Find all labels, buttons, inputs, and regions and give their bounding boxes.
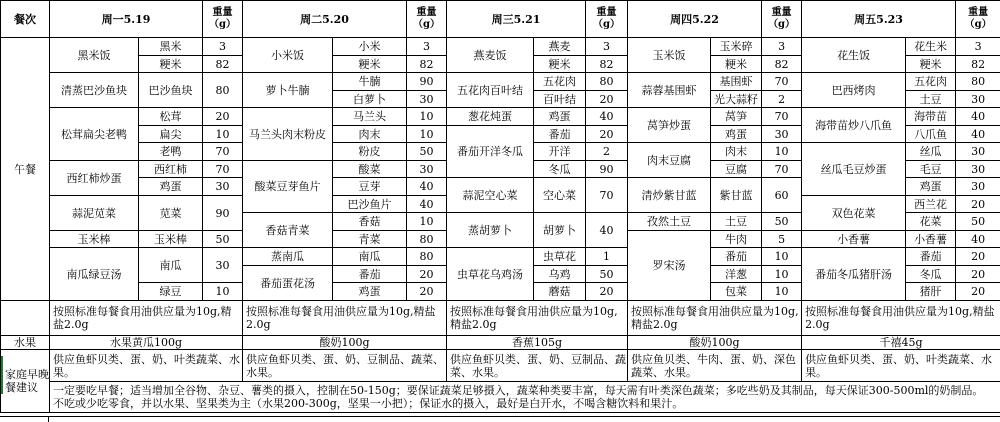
- ingredient-name: 五花肉: [534, 73, 586, 91]
- ingredient-name: 莴笋: [711, 108, 762, 126]
- ingredient-name: 五花肉: [906, 73, 956, 91]
- ingredient-name: 玉米棒: [139, 231, 203, 248]
- weight-header: 重量 （g）: [762, 1, 802, 38]
- ingredient-name: 西兰花: [906, 196, 956, 213]
- dish-name: 番茄冬瓜猪肝汤: [802, 248, 906, 301]
- dish-name: 小米饭: [243, 38, 333, 73]
- ingredient-weight: 50: [956, 213, 1000, 231]
- menu-row: [1, 73, 1000, 91]
- oil-salt-note: 按照标准每餐食用油供应量为10g,精盐2.0g: [50, 301, 243, 336]
- ingredient-weight: 40: [407, 178, 447, 196]
- ingredient-weight: 3: [586, 38, 628, 56]
- ingredient-name: 粳米: [534, 56, 586, 73]
- ingredient-weight: 10: [407, 213, 447, 231]
- meal-column-header: 餐次: [1, 1, 50, 38]
- ingredient-name: 牛腩: [333, 73, 407, 91]
- ingredient-weight: 20: [407, 266, 447, 283]
- ingredient-name: 百叶结: [534, 91, 586, 108]
- ingredient-weight: 20: [407, 283, 447, 301]
- ingredient-name: 老鸭: [139, 143, 203, 161]
- dish-name: 番茄开洋冬瓜: [447, 126, 534, 178]
- ingredient-weight: 40: [586, 213, 628, 248]
- ingredient-name: 豆腐: [711, 161, 762, 178]
- ingredient-name: 毛豆: [906, 161, 956, 178]
- ingredient-name: 胡萝卜: [534, 213, 586, 248]
- ingredient-weight: 70: [762, 108, 802, 126]
- dish-name: 蒜泥空心菜: [447, 178, 534, 213]
- ingredient-name: 虫草花: [534, 248, 586, 266]
- ingredient-weight: 50: [407, 143, 447, 161]
- ingredient-weight: 20: [956, 248, 1000, 266]
- ingredient-weight: 80: [586, 73, 628, 91]
- ingredient-weight: 90: [203, 196, 243, 231]
- ingredient-name: 紫甘蓝: [711, 178, 762, 213]
- dish-name: 花生饭: [802, 38, 906, 73]
- ingredient-name: 番茄: [534, 126, 586, 143]
- dish-name: 虫草花乌鸡汤: [447, 248, 534, 301]
- ingredient-name: 松茸: [139, 108, 203, 126]
- ingredient-name: 香菇: [333, 213, 407, 231]
- ingredient-weight: 30: [956, 143, 1000, 161]
- ingredient-name: 粳米: [139, 56, 203, 73]
- ingredient-name: 鸡蛋: [711, 126, 762, 143]
- ingredient-name: 巴沙鱼块: [139, 73, 203, 108]
- dish-name: 罗宋汤: [628, 231, 711, 301]
- dish-name: 小香薯: [802, 231, 906, 248]
- day-header: 周五5.23: [802, 1, 956, 38]
- oil-salt-note: 按照标准每餐食用油供应量为10g,精盐2.0g: [447, 301, 628, 336]
- dish-name: 玉米饭: [628, 38, 711, 73]
- dish-name: 葱花炖蛋: [447, 108, 534, 126]
- ingredient-weight: 70: [586, 178, 628, 213]
- dish-name: 番茄蛋花汤: [243, 266, 333, 301]
- ingredient-weight: 10: [762, 143, 802, 161]
- ingredient-weight: 20: [586, 283, 628, 301]
- menu-row: [1, 108, 1000, 126]
- general-advice-line-2: 不吃或少吃零食，并以水果、坚果类为主（水果200-300g，坚果一小把）；保证水的摄入，最好是白开水，不喝含糖饮料和果汁。: [53, 397, 1000, 410]
- empty-cell: [1, 301, 50, 336]
- ingredient-weight: 5: [762, 231, 802, 248]
- ingredient-weight: 2: [586, 143, 628, 161]
- fruit-value: 香蕉105g: [447, 336, 628, 350]
- ingredient-weight: 82: [762, 56, 802, 73]
- dish-name: 萝卜牛腩: [243, 73, 333, 108]
- dish-name: 丝瓜毛豆炒蛋: [802, 143, 906, 196]
- dish-name: 玉米棒: [50, 231, 139, 248]
- ingredient-name: 冬瓜: [906, 266, 956, 283]
- ingredient-weight: 1: [586, 248, 628, 266]
- ingredient-name: 肉末: [711, 143, 762, 161]
- ingredient-weight: 3: [407, 38, 447, 56]
- ingredient-weight: 80: [203, 73, 243, 108]
- dish-name: 松茸扁尖老鸭: [50, 108, 139, 161]
- fruit-value: 水果黄瓜100g: [50, 336, 243, 350]
- day-header: 周二5.20: [243, 1, 407, 38]
- fruit-value: 酸奶100g: [628, 336, 802, 350]
- ingredient-name: 蘑菇: [534, 283, 586, 301]
- ingredient-weight: 70: [203, 161, 243, 178]
- ingredient-weight: 20: [586, 126, 628, 143]
- ingredient-weight: 30: [956, 178, 1000, 196]
- header-row: [1, 1, 1000, 38]
- ingredient-name: 花菜: [906, 213, 956, 231]
- ingredient-weight: 20: [586, 91, 628, 108]
- ingredient-weight: 82: [407, 56, 447, 73]
- ingredient-weight: 10: [762, 283, 802, 301]
- menu-row: [1, 38, 1000, 56]
- ingredient-weight: 80: [407, 248, 447, 266]
- ingredient-name: 苋菜: [139, 196, 203, 231]
- ingredient-name: 土豆: [711, 213, 762, 231]
- dish-name: 五花肉百叶结: [447, 73, 534, 108]
- ingredient-name: 扁尖: [139, 126, 203, 143]
- family-meal-suggestion: 供应鱼虾贝类、蛋、奶、叶类蔬菜、水果。: [50, 350, 243, 382]
- ingredient-name: 肉末: [333, 126, 407, 143]
- ingredient-weight: 82: [586, 56, 628, 73]
- ingredient-name: 鸡蛋: [139, 178, 203, 196]
- fruit-row: [1, 336, 1000, 350]
- ingredient-weight: 10: [203, 283, 243, 301]
- ingredient-name: 光大蒜籽: [711, 91, 762, 108]
- ingredient-name: 土豆: [906, 91, 956, 108]
- weight-header: 重量 （g）: [407, 1, 447, 38]
- ingredient-name: 酸菜: [333, 161, 407, 178]
- ingredient-name: 丝瓜: [906, 143, 956, 161]
- ingredient-name: 猪肝: [906, 283, 956, 301]
- ingredient-name: 花生米: [906, 38, 956, 56]
- ingredient-weight: 60: [762, 178, 802, 213]
- ingredient-name: 南瓜: [139, 248, 203, 283]
- ingredient-weight: 3: [762, 38, 802, 56]
- oil-salt-row: [1, 301, 1000, 336]
- ingredient-weight: 82: [203, 56, 243, 73]
- ingredient-name: 八爪鱼: [906, 126, 956, 143]
- dish-name: 莴笋炒蛋: [628, 108, 711, 143]
- dish-name: 海带苗炒八爪鱼: [802, 108, 906, 143]
- day-header: 周三5.21: [447, 1, 586, 38]
- ingredient-weight: 50: [762, 213, 802, 231]
- ingredient-weight: 80: [956, 73, 1000, 91]
- ingredient-name: 基围虾: [711, 73, 762, 91]
- ingredient-weight: 82: [956, 56, 1000, 73]
- dish-name: 清炒紫甘蓝: [628, 178, 711, 213]
- fruit-label: 水果: [1, 336, 50, 350]
- fruit-value: 酸奶100g: [243, 336, 447, 350]
- ingredient-name: 开洋: [534, 143, 586, 161]
- ingredient-name: 粳米: [906, 56, 956, 73]
- ingredient-name: 粳米: [333, 56, 407, 73]
- ingredient-name: 小香薯: [906, 231, 956, 248]
- ingredient-name: 玉米碎: [711, 38, 762, 56]
- meal-label: 午餐: [1, 38, 50, 301]
- ingredient-name: 包菜: [711, 283, 762, 301]
- ingredient-name: 海带苗: [906, 108, 956, 126]
- dish-name: 清蒸巴沙鱼块: [50, 73, 139, 108]
- ingredient-weight: 20: [203, 108, 243, 126]
- dish-name: 香菇青菜: [243, 213, 333, 248]
- family-meal-label: 家庭早晚餐建议: [1, 350, 50, 413]
- ingredient-weight: 30: [956, 91, 1000, 108]
- ingredient-weight: 40: [586, 108, 628, 126]
- dish-name: 蒜泥苋菜: [50, 196, 139, 231]
- general-advice: [50, 382, 1000, 413]
- ingredient-weight: 40: [956, 108, 1000, 126]
- ingredient-name: 鸡蛋: [534, 108, 586, 126]
- weight-header: 重量 （g）: [586, 1, 628, 38]
- family-meal-suggestion: 供应鱼贝类、牛肉、蛋、奶、深色蔬菜、水果。: [628, 350, 802, 382]
- dish-name: 南瓜绿豆汤: [50, 248, 139, 301]
- weight-header: 重量 （g）: [203, 1, 243, 38]
- family-meal-suggestion: 供应鱼虾贝类、蛋、奶、豆制品、蔬菜、水果。: [243, 350, 447, 382]
- general-advice-row: [1, 382, 1000, 413]
- ingredient-weight: 30: [407, 91, 447, 108]
- oil-salt-note: 按照标准每餐食用油供应量为10g,精盐2.0g: [802, 301, 1000, 336]
- ingredient-weight: 10: [407, 108, 447, 126]
- fruit-value: 千禧45g: [802, 336, 1000, 350]
- ingredient-name: 冬瓜: [534, 161, 586, 178]
- ingredient-weight: 30: [203, 178, 243, 196]
- ingredient-weight: 10: [203, 126, 243, 143]
- dish-name: 蒸胡萝卜: [447, 213, 534, 248]
- ingredient-weight: 30: [203, 248, 243, 283]
- ingredient-weight: 10: [762, 266, 802, 283]
- ingredient-name: 燕麦: [534, 38, 586, 56]
- ingredient-name: 南瓜: [333, 248, 407, 266]
- dish-name: 酸菜豆芽鱼片: [243, 161, 333, 213]
- ingredient-weight: 3: [203, 38, 243, 56]
- ingredient-weight: 80: [407, 231, 447, 248]
- ingredient-weight: 30: [407, 161, 447, 178]
- ingredient-name: 绿豆: [139, 283, 203, 301]
- dish-name: 孜然土豆: [628, 213, 711, 231]
- ingredient-name: 粉皮: [333, 143, 407, 161]
- oil-salt-note: 按照标准每餐食用油供应量为10g,精盐2.0g: [243, 301, 447, 336]
- weight-header: 重量 （g）: [956, 1, 1000, 38]
- oil-salt-note: 按照标准每餐食用油供应量为10g,精盐2.0g: [628, 301, 802, 336]
- ingredient-weight: 40: [956, 231, 1000, 248]
- ingredient-weight: 2: [762, 91, 802, 108]
- ingredient-name: 青菜: [333, 231, 407, 248]
- ingredient-name: 乌鸡: [534, 266, 586, 283]
- ingredient-name: 豆芽: [333, 178, 407, 196]
- ingredient-weight: 20: [956, 266, 1000, 283]
- ingredient-weight: 40: [407, 196, 447, 213]
- ingredient-weight: 20: [956, 283, 1000, 301]
- dish-name: 黑米饭: [50, 38, 139, 73]
- dish-name: 蒜蓉基围虾: [628, 73, 711, 108]
- dish-name: 肉末豆腐: [628, 143, 711, 178]
- general-advice-line-1: 一定要吃早餐；适当增加全谷物、杂豆、薯类的摄入，控制在50-150g；要保证蔬菜足够摄入，蔬菜种类要丰富，每天需有叶类深色蔬菜；多吃些奶及其制品，每天保证300-500ml的奶制品。: [53, 384, 1000, 397]
- ingredient-name: 鸡蛋: [906, 178, 956, 196]
- ingredient-name: 番茄: [711, 248, 762, 266]
- ingredient-weight: 10: [762, 248, 802, 266]
- ingredient-name: 鸡蛋: [333, 283, 407, 301]
- ingredient-weight: 90: [407, 73, 447, 91]
- ingredient-weight: 10: [407, 126, 447, 143]
- dish-name: 蒸南瓜: [243, 248, 333, 266]
- ingredient-name: 巴沙鱼片: [333, 196, 407, 213]
- dish-name: 马兰头肉末粉皮: [243, 108, 333, 161]
- ingredient-name: 洋葱: [711, 266, 762, 283]
- ingredient-weight: 30: [762, 126, 802, 143]
- ingredient-name: 番茄: [333, 266, 407, 283]
- ingredient-name: 牛肉: [711, 231, 762, 248]
- ingredient-weight: 50: [203, 231, 243, 248]
- ingredient-weight: 70: [762, 73, 802, 91]
- ingredient-name: 空心菜: [534, 178, 586, 213]
- ingredient-name: 黑米: [139, 38, 203, 56]
- dish-name: 燕麦饭: [447, 38, 534, 73]
- dish-name: 西红柿炒蛋: [50, 161, 139, 196]
- table-bottom-edge: [0, 416, 1000, 422]
- dish-name: 巴西烤肉: [802, 73, 906, 108]
- ingredient-name: 番茄: [906, 248, 956, 266]
- ingredient-name: 西红柿: [139, 161, 203, 178]
- ingredient-weight: 30: [956, 161, 1000, 178]
- ingredient-weight: 40: [956, 126, 1000, 143]
- ingredient-weight: 70: [762, 161, 802, 178]
- menu-row: [1, 248, 1000, 266]
- ingredient-weight: 20: [956, 196, 1000, 213]
- ingredient-name: 马兰头: [333, 108, 407, 126]
- family-meal-row: [1, 350, 1000, 382]
- family-meal-suggestion: 供应鱼虾贝类、蛋、奶、豆制品、蔬菜、水果。: [447, 350, 628, 382]
- ingredient-name: 白萝卜: [333, 91, 407, 108]
- ingredient-name: 粳米: [711, 56, 762, 73]
- ingredient-weight: 70: [203, 143, 243, 161]
- ingredient-name: 小米: [333, 38, 407, 56]
- dish-name: 双色花菜: [802, 196, 906, 231]
- ingredient-weight: 90: [586, 161, 628, 178]
- family-meal-suggestion: 供应鱼虾贝类、蛋、奶、叶类蔬菜、水果。: [802, 350, 1000, 382]
- ingredient-weight: 50: [586, 266, 628, 283]
- day-header: 周一5.19: [50, 1, 203, 38]
- day-header: 周四5.22: [628, 1, 762, 38]
- ingredient-weight: 3: [956, 38, 1000, 56]
